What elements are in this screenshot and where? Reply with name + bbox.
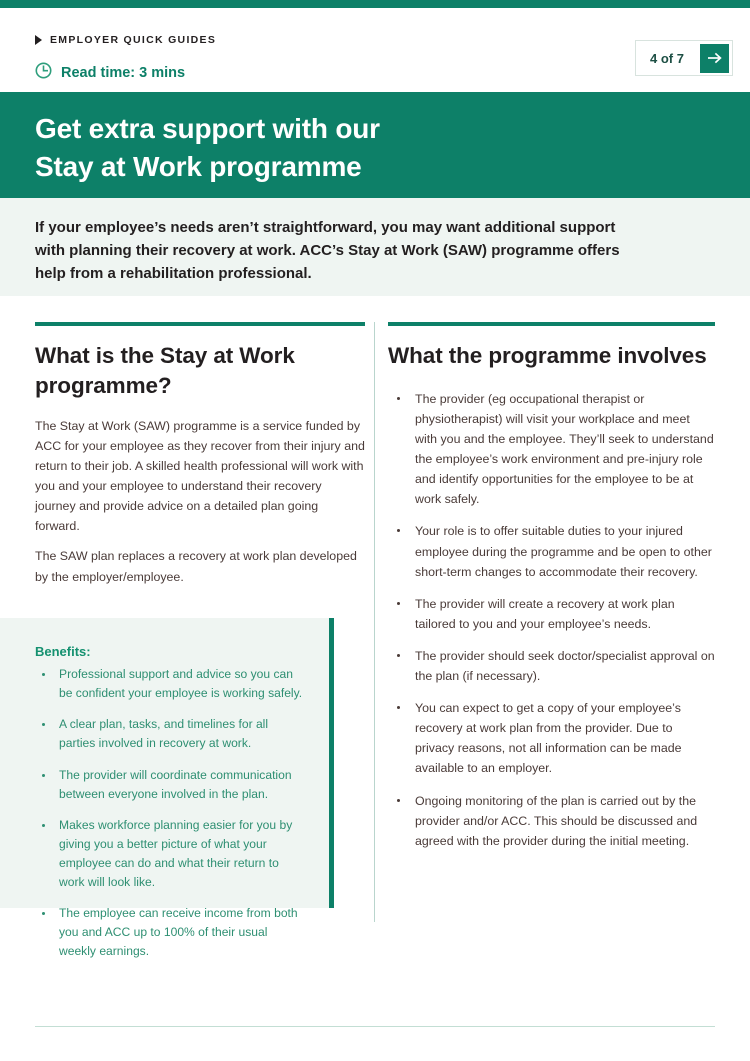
page-title-line1: Get extra support with our — [35, 113, 380, 144]
next-page-button[interactable] — [700, 44, 729, 73]
footer-rule — [35, 1026, 715, 1027]
list-item: Makes workforce planning easier for you by giving you a better picture of what your employee can do and what their return to work will look like. — [35, 816, 307, 891]
right-column-heading: What the programme involves — [388, 343, 707, 368]
clock-icon — [35, 62, 52, 84]
read-time-label: Read time: 3 mins — [61, 65, 186, 81]
page-indicator — [635, 40, 733, 76]
intro-text: If your employee’s needs aren’t straightforward, you may want additional support with planning their recovery at work. ACC’s Stay at Work (SAW) programme offers help from a rehabilitation professional. — [35, 219, 620, 282]
list-item: Your role is to offer suitable duties to your injured employee during the programme and be open to other short-term changes to accommodate their recovery. — [388, 521, 715, 581]
list-item: Ongoing monitoring of the plan is carried out by the provider and/or ACC. This should be discussed and agreed with the provider during the initial meeting. — [388, 791, 715, 851]
list-item: The provider will coordinate communication between everyone involved in the plan. — [35, 766, 307, 803]
list-item: The employee can receive income from both you and ACC up to 100% of their usual weekly earnings. — [35, 904, 307, 960]
left-column — [35, 322, 365, 587]
list-item: A clear plan, tasks, and timelines for all parties involved in recovery at work. — [35, 715, 307, 752]
benefits-title: Benefits: — [35, 644, 91, 659]
intro-band — [0, 198, 750, 296]
column-divider — [374, 322, 375, 922]
page-title-line2: Stay at Work programme — [35, 150, 362, 182]
triangle-right-icon — [35, 35, 42, 45]
list-item: The provider will create a recovery at work plan tailored to you and your employee’s needs. — [388, 594, 715, 634]
read-time — [35, 62, 185, 84]
title-banner — [0, 92, 750, 198]
list-item: The provider should seek doctor/specialist approval on the plan (if necessary). — [388, 646, 715, 686]
eyebrow — [35, 34, 216, 46]
arrow-right-icon — [707, 51, 723, 65]
page-header — [0, 8, 750, 92]
list-item: Professional support and advice so you can be confident your employee is working safely. — [35, 665, 307, 702]
page-indicator-label: 4 of 7 — [650, 50, 684, 66]
page-title — [35, 110, 380, 185]
programme-involves-list — [388, 371, 715, 851]
right-column — [388, 322, 715, 863]
benefits-panel — [0, 618, 334, 958]
left-column-heading: What is the Stay at Work programme? — [35, 343, 295, 398]
list-item: The provider (eg occupational therapist or physiotherapist) will visit your workplace and meet with you and the employee. They’ll seek to understand the employee’s work environment and pre-injury role and identify opportunities for the employee to be at work safely. — [388, 389, 715, 510]
benefits-list — [35, 665, 307, 961]
eyebrow-label: EMPLOYER QUICK GUIDES — [50, 34, 217, 46]
left-paragraph: The SAW plan replaces a recovery at work plan developed by the employer/employee. — [35, 549, 357, 584]
list-item: You can expect to get a copy of your employee’s recovery at work plan from the provider. Due to privacy reasons, not all information can be made available to an employer. — [388, 698, 715, 778]
left-paragraph: The Stay at Work (SAW) programme is a service funded by ACC for your employee as they recover from their injury and return to their job. A skilled health professional will work with you and your employee to understand their recovery journey and provide advice on a detailed plan going forward. — [35, 418, 365, 534]
top-accent-strip — [0, 0, 750, 8]
